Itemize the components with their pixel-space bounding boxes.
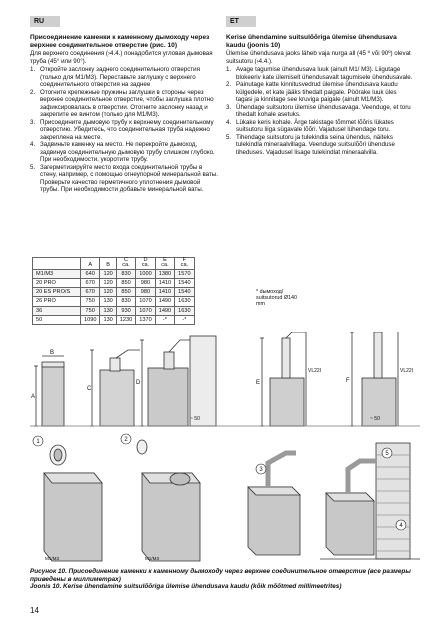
table-cell: 1630 — [175, 306, 194, 315]
step-text: Painutage katte kinnitusvedrud ülemise ühendusava kaudu külgedele, et kate jääks tihedalt paigale. Pöörake luuk üles tagasi ja kinnitage see kruviga paigale (ainult M1/M3). — [236, 81, 398, 104]
step-number: 5. — [30, 163, 36, 171]
table-cell: 980 — [136, 288, 155, 297]
table-cell: 1000 — [136, 269, 155, 278]
table-cell: -* — [175, 315, 194, 324]
step-callout-3: 3 — [259, 467, 263, 473]
table-cell: 1410 — [155, 288, 174, 297]
table-header-cell: E ca. — [155, 258, 174, 270]
step-text: Avage tagumise ühendusava luuk (ainult M1/ M3). Liigutage blokeeriv kate ülemiselt ühendusavalt tagumisele ühendusavale. — [236, 66, 413, 81]
step-text: Ühendage suitsutoru ülemise ühendusavaga. Veenduge, et toru tihedalt kohale asetuks. — [236, 103, 411, 119]
step-number: 1. — [226, 66, 232, 74]
list-item — [30, 89, 218, 119]
table-cell: 1540 — [175, 279, 194, 288]
table-cell: 120 — [100, 288, 116, 297]
step-number: 5. — [226, 133, 232, 141]
section-heading-ru: Присоединение каменки к каменному дымоходу через верхнее соединительное отверстие (рис. 10) — [30, 34, 210, 49]
step-callout-5: 5 — [385, 451, 389, 457]
table-header-cell: B — [100, 258, 116, 270]
table-cell: 1230 — [116, 315, 135, 324]
dim-label-c: C — [87, 386, 92, 392]
column-ru — [30, 34, 218, 194]
table-cell: 120 — [100, 269, 116, 278]
intro-text-et: Ülemise ühendusava jaoks läheb vaja nurga all (45 º või 90º) olevat suitsutoru (›4.4.). — [226, 50, 411, 65]
table-cell: 850 — [116, 288, 135, 297]
table-cell-model: 50 — [33, 315, 81, 324]
table-header-cell — [33, 258, 81, 270]
table-row — [33, 297, 195, 306]
table-cell: 1570 — [175, 269, 194, 278]
table-header-cell: F ca. — [175, 258, 194, 270]
model-label-mid: M1/M3 — [144, 556, 160, 561]
table-header-cell: A — [81, 258, 100, 270]
step-number: 4. — [30, 141, 36, 149]
table-row — [33, 306, 195, 315]
step-callout-4: 4 — [399, 523, 403, 529]
table-cell: 640 — [81, 269, 100, 278]
figure-caption-ru: Рисунок 10. Присоединение каменки к каменному дымоходу через верхнее соединительное отверстие (все размеры приведены в миллиметрах) — [30, 568, 411, 583]
table-cell: 1370 — [136, 315, 155, 324]
step-text: Задвиньте каменку на место. Не перекройте дымоход, задвинув соединительную дымовую трубу слишком глубоко. При необходимости, укоротите трубу. — [40, 141, 215, 164]
step-number: 1. — [30, 66, 36, 74]
table-cell: 1540 — [175, 288, 194, 297]
table-cell-model: 26 PRO — [33, 297, 81, 306]
step-text: Lükake keris kohale. Ärge takistage tõmmet lõõris lükates suitsutoru liiga sügavale lõõri. Vajadusel lühendage toru. — [236, 118, 394, 134]
dimension-drawings — [30, 332, 420, 430]
step-number: 2. — [226, 81, 232, 89]
step-callout-2: 2 — [124, 437, 128, 443]
dim-label-f: F — [346, 378, 350, 384]
table-body — [33, 269, 195, 324]
table-header-cell: C ca. — [116, 258, 135, 270]
table-cell-model: 36 — [33, 306, 81, 315]
table-cell: 750 — [81, 306, 100, 315]
table-cell: 1490 — [155, 297, 174, 306]
vl22i-label-left: VL22I — [308, 368, 322, 374]
steps-list-ru — [30, 66, 218, 194]
installation-steps-illustration — [30, 433, 420, 563]
table-cell: -* — [155, 315, 174, 324]
table-row — [33, 269, 195, 278]
section-heading-et: Kerise ühendamine suitsulõõriga ülemise ühendusava kaudu (joonis 10) — [226, 34, 397, 49]
table-cell: 120 — [100, 279, 116, 288]
step-text: Tihendage suitsutoru ja tulekindla seina ühendus, näiteks tulekindla mineraalvillaga. Veenduge suitsulõõri ühenduse tiheduses. Vajadusel lisage tulekindlat mineraalvilla. — [236, 133, 395, 156]
table-header-row — [33, 258, 195, 270]
table-cell: 1380 — [155, 269, 174, 278]
table-row — [33, 279, 195, 288]
step-number: 4. — [226, 118, 232, 126]
language-tab-ru: RU — [30, 16, 60, 27]
step-text: Загерметизируйте место входа соединительной трубы в стену, например, с помощью огнеупорной минеральной ваты. Проверьте качество герметичного уплотнения дымовой трубы. При необходимости добавьте минеральной ваты. — [40, 163, 218, 194]
table-cell: 130 — [100, 315, 116, 324]
table-cell: 1070 — [136, 306, 155, 315]
step-number: 3. — [226, 103, 232, 111]
page-number: 14 — [30, 606, 39, 615]
table-cell: 1070 — [136, 297, 155, 306]
vl22i-label-right: VL22I — [400, 368, 414, 374]
list-item — [30, 141, 218, 164]
stove-front-drawing — [42, 366, 64, 426]
table-row — [33, 288, 195, 297]
steps-list-et — [226, 66, 414, 156]
table-cell: 1090 — [81, 315, 100, 324]
list-item — [30, 164, 218, 194]
table-cell: 830 — [116, 269, 135, 278]
dim-label-e: E — [256, 380, 261, 386]
table-cell: 1630 — [175, 297, 194, 306]
dim-label-b: B — [50, 350, 55, 356]
list-item — [30, 66, 218, 89]
gap-label-right: ~ 50 — [370, 416, 380, 422]
table-cell-model: 20 ES PRO/S — [33, 288, 81, 297]
table-cell: 130 — [100, 306, 116, 315]
dim-label-a: A — [31, 394, 36, 400]
column-et — [226, 34, 414, 156]
model-label-left: M1/M3 — [44, 556, 60, 561]
table-cell: 670 — [81, 279, 100, 288]
list-item — [226, 66, 414, 81]
dimensions-table — [32, 257, 195, 325]
step-number: 3. — [30, 118, 36, 126]
step-text: Отогните крепежные пружины заглушки в стороны через верхнее соединительное отверстие, чтобы заглушка плотно зафиксировалась в отверстии. Отогните заслонку назад и закрепите ее винтом (только для M1/M3). — [40, 88, 214, 119]
table-cell: 1410 — [155, 279, 174, 288]
list-item — [226, 81, 414, 104]
gap-label-left: ~ 50 — [190, 416, 200, 422]
table-cell: 930 — [116, 306, 135, 315]
footnote: * dымоход/ suitsutorud Ø140 mm — [256, 289, 298, 307]
intro-text-ru: Для верхнего соединения (›4.4.) понадобится угловая дымовая труба (45° или 90°). — [30, 50, 213, 65]
list-item — [226, 104, 414, 119]
list-item — [30, 119, 218, 142]
figure-caption — [30, 568, 420, 591]
figure-caption-et: Joonis 10. Kerise ühendamine suitsulõõriga ülemise ühendusava kaudu (kõik mõõtmed millimeetrites) — [30, 583, 342, 591]
step-number: 2. — [30, 88, 36, 96]
table-cell: 1490 — [155, 306, 174, 315]
dim-label-d: D — [136, 380, 141, 386]
table-row — [33, 315, 195, 324]
step-callout-1: 1 — [36, 439, 40, 445]
table-cell-model: M1/M3 — [33, 269, 81, 278]
table-cell: 980 — [136, 279, 155, 288]
table-cell-model: 20 PRO — [33, 279, 81, 288]
table-cell: 750 — [81, 297, 100, 306]
table-cell: 670 — [81, 288, 100, 297]
step-text: Присоедините дымовую трубу к верхнему соединительному отверстию. Убедитесь, что соединительная труба надежно закреплена на месте. — [40, 118, 214, 141]
list-item — [226, 134, 414, 157]
table-cell: 830 — [116, 297, 135, 306]
table-header-cell: D ca. — [136, 258, 155, 270]
step-text: Откройте заслонку заднего соединительного отверстия (только для M1/M3). Переставьте заглушку с верхнего соединительного отверстия на заднее — [40, 66, 200, 89]
table-cell: 850 — [116, 279, 135, 288]
language-tab-et: ET — [226, 16, 256, 27]
table-cell: 130 — [100, 297, 116, 306]
list-item — [226, 119, 414, 134]
